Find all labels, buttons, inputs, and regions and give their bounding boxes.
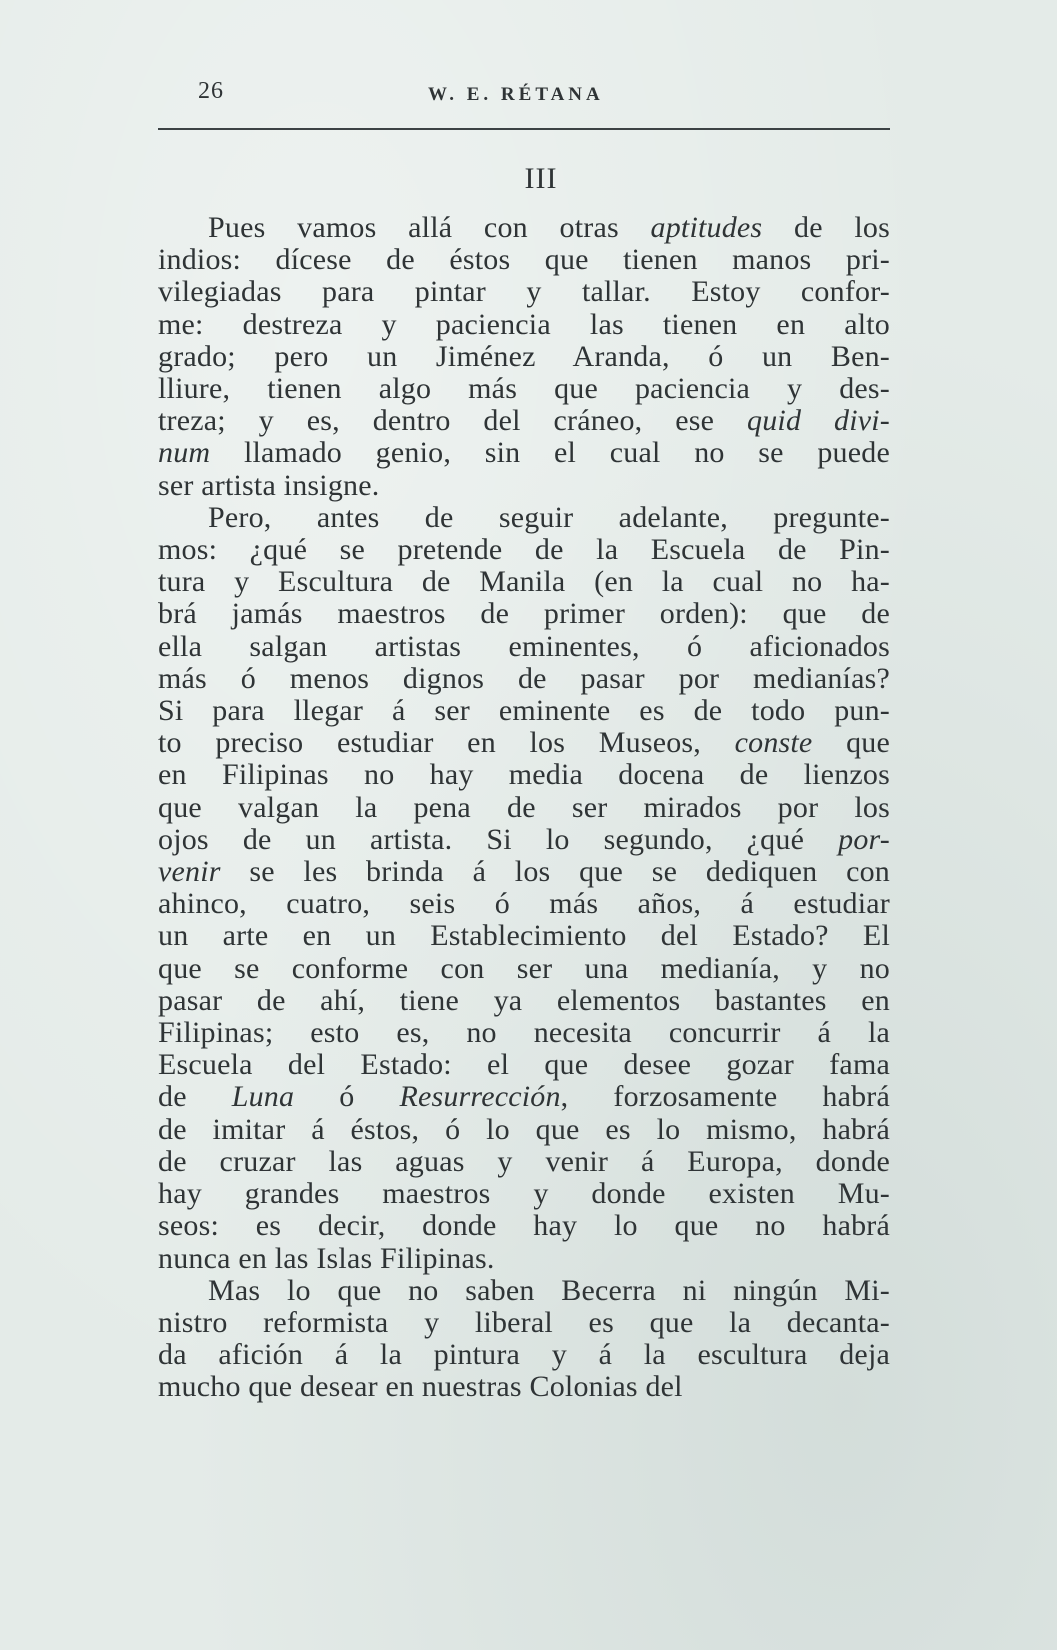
text-line: de imitar á éstos, ó lo que es lo mismo, habrá bbox=[158, 1113, 890, 1146]
body-text bbox=[158, 212, 890, 1404]
italic-text: conste bbox=[734, 727, 813, 760]
text-line: de Luna ó Resurrección, forzosamente habrá bbox=[158, 1081, 890, 1114]
text-line: seos: es decir, donde hay lo que no habrá bbox=[158, 1210, 890, 1243]
section-number: III bbox=[524, 162, 558, 195]
text-line: Pero, antes de seguir adelante, pregunte- bbox=[208, 501, 890, 534]
text-line: indios: dícese de éstos que tienen manos pri- bbox=[158, 244, 890, 277]
text-line: pasar de ahí, tiene ya elementos bastantes en bbox=[158, 984, 890, 1017]
italic-text: venir bbox=[158, 856, 221, 889]
text-line: un arte en un Establecimiento del Estado? El bbox=[158, 920, 890, 953]
italic-text: por- bbox=[838, 823, 890, 856]
text-line: venir se les brinda á los que se dediquen con bbox=[158, 856, 890, 889]
header-rule bbox=[158, 128, 890, 130]
text-line: num llamado genio, sin el cual no se puede bbox=[158, 437, 890, 470]
text-line: tura y Escultura de Manila (en la cual no ha- bbox=[158, 566, 890, 599]
text-line: nunca en las Islas Filipinas. bbox=[158, 1242, 495, 1275]
text-line: Si para llegar á ser eminente es de todo pun- bbox=[158, 695, 890, 728]
text-line: treza; y es, dentro del cráneo, ese quid divi- bbox=[158, 405, 890, 438]
italic-text: Luna bbox=[231, 1081, 295, 1114]
italic-text: quid divi- bbox=[747, 405, 890, 438]
text-line: ojos de un artista. Si lo segundo, ¿qué por- bbox=[158, 823, 890, 856]
text-line: de cruzar las aguas y venir á Europa, donde bbox=[158, 1145, 890, 1178]
running-title: W. E. RÉTANA bbox=[428, 84, 604, 105]
book-page bbox=[158, 72, 890, 1404]
text-line: mucho que desear en nuestras Colonias del bbox=[158, 1371, 683, 1404]
text-line: Escuela del Estado: el que desee gozar fama bbox=[158, 1049, 890, 1082]
text-line: grado; pero un Jiménez Aranda, ó un Ben- bbox=[158, 340, 890, 373]
text-line: brá jamás maestros de primer orden): que de bbox=[158, 598, 890, 631]
italic-text: num bbox=[158, 437, 211, 470]
text-line: ahinco, cuatro, seis ó más años, á estudiar bbox=[158, 888, 890, 921]
paragraph bbox=[158, 502, 890, 1275]
text-line: hay grandes maestros y donde existen Mu- bbox=[158, 1178, 890, 1211]
paragraph bbox=[158, 1275, 890, 1404]
paragraph bbox=[158, 212, 890, 502]
text-line: lliure, tienen algo más que paciencia y des- bbox=[158, 373, 890, 406]
text-line: en Filipinas no hay media docena de lienzos bbox=[158, 759, 890, 792]
italic-text: Resurrección bbox=[399, 1081, 561, 1114]
text-line: ser artista insigne. bbox=[158, 469, 380, 502]
text-line: me: destreza y paciencia las tienen en alto bbox=[158, 308, 890, 341]
text-line: Mas lo que no saben Becerra ni ningún Mi- bbox=[208, 1274, 890, 1307]
text-line: ella salgan artistas eminentes, ó aficionados bbox=[158, 630, 890, 663]
text-line: nistro reformista y liberal es que la decanta- bbox=[158, 1306, 890, 1339]
page-number: 26 bbox=[198, 78, 224, 104]
text-line: Pues vamos allá con otras aptitudes de los bbox=[208, 212, 890, 244]
text-line: to preciso estudiar en los Museos, conste que bbox=[158, 727, 890, 760]
text-line: Filipinas; esto es, no necesita concurrir á la bbox=[158, 1017, 890, 1050]
italic-text: aptitudes bbox=[650, 212, 763, 244]
text-line: que valgan la pena de ser mirados por los bbox=[158, 791, 890, 824]
running-header bbox=[158, 72, 890, 112]
text-line: da afición á la pintura y á la escultura deja bbox=[158, 1339, 890, 1372]
text-line: que se conforme con ser una medianía, y no bbox=[158, 952, 890, 985]
text-line: más ó menos dignos de pasar por medianías? bbox=[158, 662, 890, 695]
text-line: mos: ¿qué se pretende de la Escuela de Pin- bbox=[158, 534, 890, 567]
text-line: vilegiadas para pintar y tallar. Estoy confor- bbox=[158, 276, 890, 309]
